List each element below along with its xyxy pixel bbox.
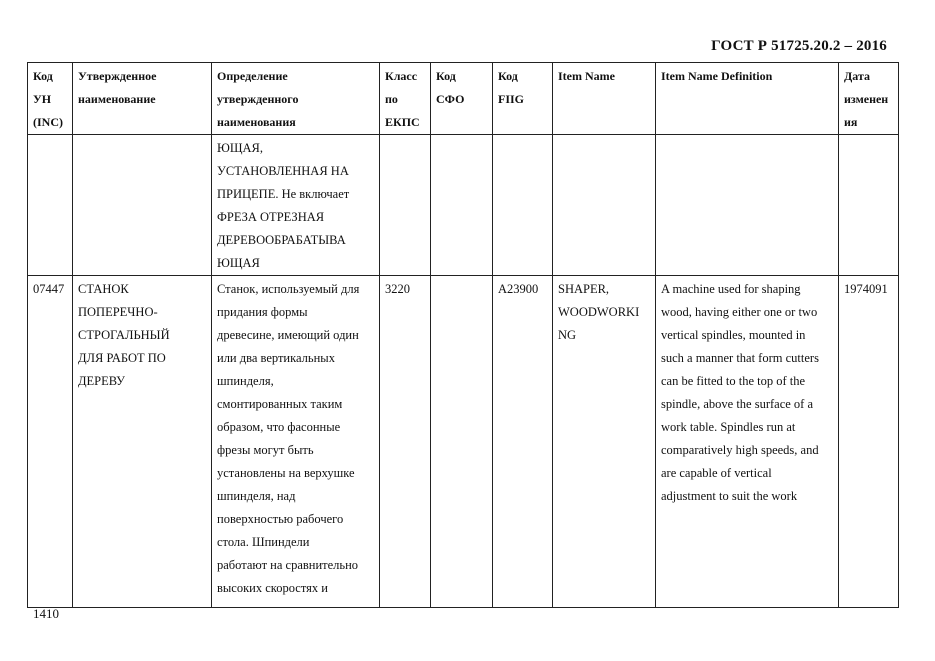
header-line: Утвержденное: [78, 69, 157, 83]
cell-line: или два вертикальных: [217, 351, 335, 365]
cell-line: ЮЩАЯ: [217, 256, 260, 270]
header-line: Item Name Definition: [661, 69, 773, 83]
cell-line: высоких скоростях и: [217, 581, 328, 595]
header-line: наименования: [217, 115, 296, 129]
header-line: Код: [33, 69, 53, 83]
header-date: [839, 63, 899, 135]
cell-line: СТАНОК: [78, 282, 129, 296]
cell-line: УСТАНОВЛЕННАЯ НА: [217, 164, 349, 178]
cell-line: A machine used for shaping: [661, 282, 801, 296]
header-sfo: [431, 63, 493, 135]
header-item-definition: [656, 63, 839, 135]
cell-line: ЮЩАЯ,: [217, 141, 263, 155]
cell-line: 1974091: [844, 282, 888, 296]
header-line: Класс: [385, 69, 418, 83]
header-line: ЕКПС: [385, 115, 420, 129]
cell-line: spindle, above the surface of a: [661, 397, 814, 411]
table-row: [28, 276, 899, 608]
cell-line: such a manner that form cutters: [661, 351, 819, 365]
cell-line: фрезы могут быть: [217, 443, 314, 457]
cell-line: NG: [558, 328, 577, 342]
header-class: [380, 63, 431, 135]
header-item-name: [553, 63, 656, 135]
header-line: наименование: [78, 92, 156, 106]
fiig-cell: [493, 135, 553, 276]
cell-line: образом, что фасонные: [217, 420, 341, 434]
definition-cell: [212, 276, 380, 608]
date-cell: [839, 276, 899, 608]
header-definition: [212, 63, 380, 135]
header-line: Item Name: [558, 69, 615, 83]
inc-cell: [28, 276, 73, 608]
cell-line: work table. Spindles run at: [661, 420, 796, 434]
definition-cell: [212, 135, 380, 276]
date-cell: [839, 135, 899, 276]
fiig-cell: [493, 276, 553, 608]
cell-line: работают на сравнительно: [217, 558, 359, 572]
inc-cell: [28, 135, 73, 276]
cell-line: стола. Шпиндели: [217, 535, 310, 549]
table-body: [28, 135, 899, 608]
page-number: 1410: [33, 606, 59, 621]
header-line: Определение: [217, 69, 288, 83]
cell-line: ДЕРЕВУ: [78, 374, 125, 388]
cell-line: ПРИЦЕПЕ. Не включает: [217, 187, 350, 201]
cell-line: СТРОГАЛЬНЫЙ: [78, 328, 170, 342]
header-line: ия: [844, 115, 858, 129]
header-line: (INC): [33, 115, 63, 129]
cell-line: смонтированных таким: [217, 397, 343, 411]
cell-line: A23900: [498, 282, 539, 296]
header-line: изменен: [844, 92, 889, 106]
header-line: Код: [436, 69, 456, 83]
item-name-cell: [553, 135, 656, 276]
cell-line: поверхностью рабочего: [217, 512, 344, 526]
cell-line: 07447: [33, 282, 65, 296]
header-line: Код: [498, 69, 518, 83]
cell-line: придания формы: [217, 305, 308, 319]
header-line: УН: [33, 92, 52, 106]
sfo-cell: [431, 135, 493, 276]
cell-line: установлены на верхушке: [217, 466, 355, 480]
item-name-cell: [553, 276, 656, 608]
sfo-cell: [431, 276, 493, 608]
cell-line: древесине, имеющий один: [217, 328, 359, 342]
cell-line: ДЕРЕВООБРАБАТЫВА: [217, 233, 346, 247]
class-cell: [380, 276, 431, 608]
header-line: СФО: [436, 92, 465, 106]
cell-line: шпинделя,: [217, 374, 274, 388]
table-row: [28, 135, 899, 276]
header-fiig: [493, 63, 553, 135]
item-definition-cell: [656, 276, 839, 608]
approved-name-cell: [73, 276, 212, 608]
header-line: FIIG: [498, 92, 525, 106]
cell-line: adjustment to suit the work: [661, 489, 798, 503]
cell-line: comparatively high speeds, and: [661, 443, 819, 457]
item-definition-cell: [656, 135, 839, 276]
nomenclature-table: [27, 62, 899, 608]
cell-line: wood, having either one or two: [661, 305, 818, 319]
cell-line: Станок, используемый для: [217, 282, 360, 296]
cell-line: are capable of vertical: [661, 466, 772, 480]
cell-line: ПОПЕРЕЧНО-: [78, 305, 158, 319]
cell-line: ФРЕЗА ОТРЕЗНАЯ: [217, 210, 325, 224]
class-cell: [380, 135, 431, 276]
header-inc: [28, 63, 73, 135]
cell-line: SHAPER,: [558, 282, 610, 296]
approved-name-cell: [73, 135, 212, 276]
cell-line: шпинделя, над: [217, 489, 296, 503]
header-line: утвержденного: [217, 92, 299, 106]
cell-line: 3220: [385, 282, 410, 296]
document-title: ГОСТ Р 51725.20.2 – 2016: [711, 38, 887, 54]
cell-line: vertical spindles, mounted in: [661, 328, 806, 342]
header-approved-name: [73, 63, 212, 135]
header-line: Дата: [844, 69, 870, 83]
cell-line: can be fitted to the top of the: [661, 374, 806, 388]
table-header-row: [28, 63, 899, 135]
header-line: по: [385, 92, 398, 106]
cell-line: ДЛЯ РАБОТ ПО: [78, 351, 166, 365]
cell-line: WOODWORKI: [558, 305, 640, 319]
